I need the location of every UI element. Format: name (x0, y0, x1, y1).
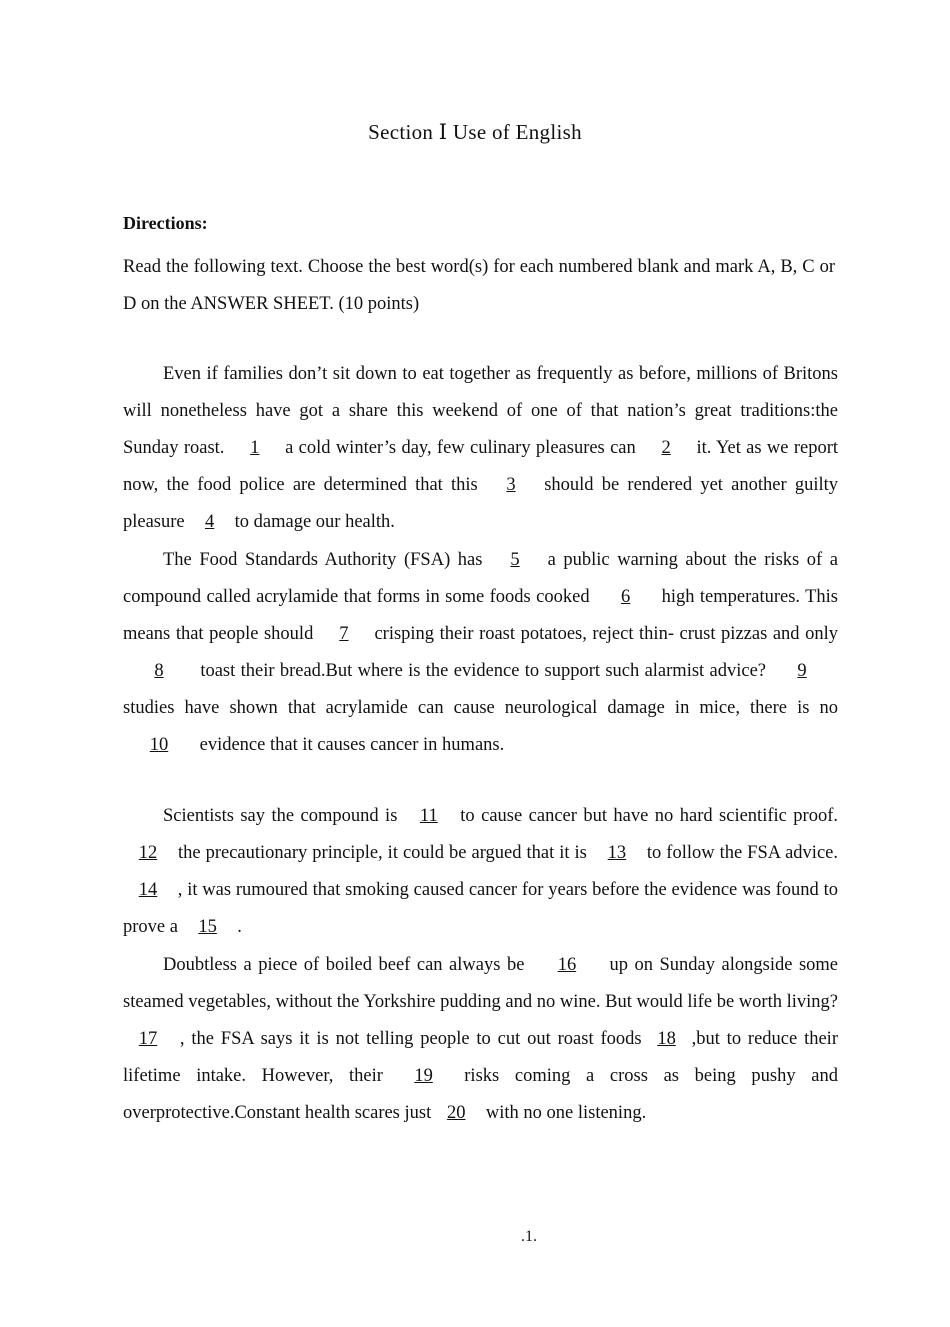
text-run: ,but to reduce their lifetime intake. However, their (123, 1029, 838, 1086)
blank-2: 2 (661, 438, 671, 458)
blank-11: 11 (419, 806, 438, 826)
text-run: it. Yet as we report now, the food police are determined that this (123, 438, 839, 495)
blank-15: 15 (198, 917, 217, 937)
text-run: toast their bread.But where is the evidence to support such alarmist advice? (195, 661, 766, 681)
text-run: a cold winter’s day, few culinary pleasures can (279, 438, 642, 458)
paragraph-4 (123, 947, 838, 1132)
blank-3: 3 (506, 475, 516, 495)
text-run: Doubtless a piece of boiled beef can always be (163, 955, 531, 975)
section-title: Section Ⅰ Use of English (368, 120, 582, 144)
text-run: Even if families don’t sit down to eat together as frequently as before, millions of Britons will nonetheless have got a share this weekend of one of that nation’s great traditions:the Sunday roast. (123, 364, 838, 458)
text-run: a public warning about the risks of a compound called acrylamide that forms in some foods cooked (123, 550, 838, 607)
blank-5: 5 (510, 550, 520, 570)
text-run: should be rendered yet another guilty pleasure (123, 475, 839, 532)
text-run: . (232, 917, 242, 937)
blank-17: 17 (138, 1029, 158, 1049)
paragraph-3 (123, 798, 838, 946)
text-run: , the FSA says it is not telling people to cut out roast foods (173, 1029, 642, 1049)
text-run: crisping their roast potatoes, reject thin- crust pizzas and only (368, 624, 838, 644)
blank-7: 7 (339, 624, 349, 644)
directions-text: Read the following text. Choose the best word(s) for each numbered blank and mark A, B, C or D on the ANSWER SHEET. (10 points) (123, 257, 835, 314)
blank-10: 10 (149, 735, 169, 755)
text-run: Scientists say the compound is (163, 806, 404, 826)
text-run: , it was rumoured that smoking caused cancer for years before the evidence was found to prove a (123, 880, 838, 937)
paragraph-2 (123, 542, 838, 764)
blank-9: 9 (797, 661, 807, 681)
text-run: risks coming a cross as being pushy and overprotective.Constant health scares just (123, 1066, 838, 1123)
text-run: The Food Standards Authority (FSA) has (163, 550, 491, 570)
blank-12: 12 (138, 843, 158, 863)
blank-18: 18 (657, 1029, 676, 1049)
page-number: .1. (521, 1228, 537, 1245)
blank-14: 14 (138, 880, 158, 900)
paragraph-1 (123, 356, 838, 541)
text-run: the precautionary principle, it could be argued that it is (173, 843, 592, 863)
text-run: evidence that it causes cancer in humans. (195, 735, 505, 755)
text-run: to damage our health. (234, 512, 395, 532)
text-run: to follow the FSA advice. (641, 843, 838, 863)
blank-20: 20 (447, 1103, 466, 1123)
blank-4: 4 (205, 512, 215, 532)
blank-1: 1 (250, 438, 260, 458)
directions-heading: Directions: (123, 213, 208, 233)
text-run: high temperatures. This means that people should (123, 587, 838, 644)
text-run: to cause cancer but have no hard scientific proof. (453, 806, 838, 826)
text-run: up on Sunday alongside some steamed vegetables, without the Yorkshire pudding and no wine. But would life be worth living? (123, 955, 839, 1012)
blank-8: 8 (154, 661, 164, 681)
text-run: with no one listening. (481, 1103, 647, 1123)
blank-6: 6 (620, 587, 631, 607)
text-run: studies have shown that acrylamide can cause neurological damage in mice, there is no (123, 698, 838, 718)
blank-19: 19 (414, 1066, 433, 1086)
blank-16: 16 (557, 955, 577, 975)
blank-13: 13 (607, 843, 627, 863)
